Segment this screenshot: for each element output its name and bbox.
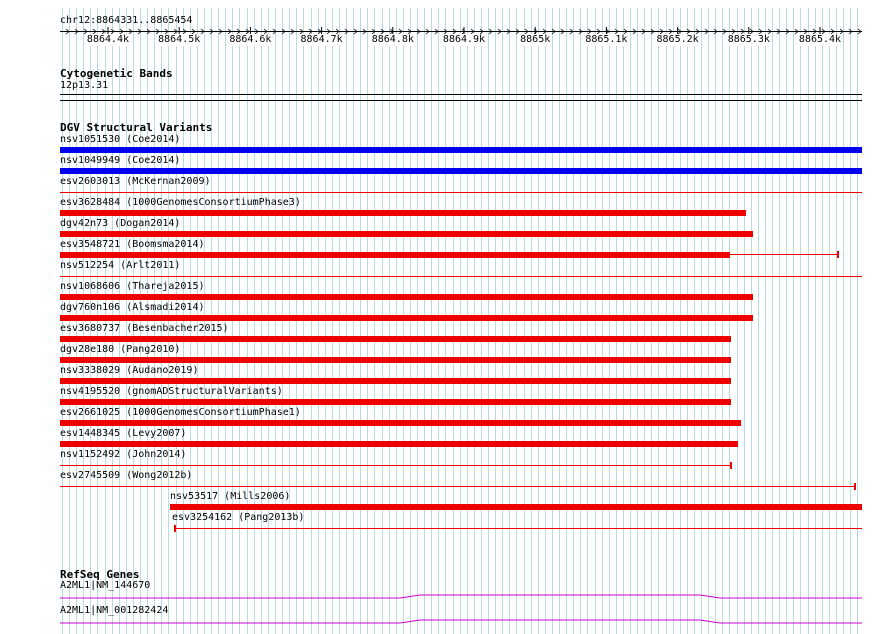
- dgv-variant-label[interactable]: esv3628484 (1000GenomesConsortiumPhase3): [60, 197, 301, 208]
- dgv-variant-label[interactable]: dgv28e180 (Pang2010): [60, 344, 181, 355]
- dgv-variant-label[interactable]: esv3548721 (Boomsma2014): [60, 239, 205, 250]
- dgv-variant-bar[interactable]: [60, 378, 731, 384]
- cytoband-line-bottom: [60, 100, 862, 101]
- ruler-tick-label: 8865.3k: [727, 34, 770, 45]
- ruler-tick-label: 8864.8k: [371, 34, 414, 45]
- dgv-variant-cap: [174, 525, 176, 532]
- dgv-variant-label[interactable]: esv2603013 (McKernan2009): [60, 176, 211, 187]
- ruler-tick-label: 8864.5k: [158, 34, 201, 45]
- refseq-gene-label[interactable]: A2ML1|NM_001282424: [60, 605, 169, 616]
- dgv-variant-bar[interactable]: [60, 210, 746, 216]
- ruler-tick-label: 8864.7k: [300, 34, 343, 45]
- dgv-variant-bar[interactable]: [174, 528, 862, 529]
- dgv-variant-bar[interactable]: [60, 231, 753, 237]
- dgv-variant-cap: [837, 251, 839, 258]
- dgv-variant-label[interactable]: nsv1051530 (Coe2014): [60, 134, 181, 145]
- ruler-tick-label: 8865.1k: [585, 34, 628, 45]
- refseq-track-title[interactable]: RefSeq Genes: [60, 568, 140, 581]
- dgv-variant-bar[interactable]: [60, 336, 731, 342]
- dgv-variant-bar[interactable]: [60, 357, 731, 363]
- ruler-tick-label: 8864.4k: [86, 34, 130, 45]
- dgv-variant-label[interactable]: nsv4195520 (gnomADStructuralVariants): [60, 386, 283, 397]
- cytoband-label[interactable]: 12p13.31: [60, 80, 109, 91]
- ruler-tick-label: 8864.9k: [442, 34, 486, 45]
- ruler-tick-label: 8865k: [520, 34, 551, 45]
- dgv-variant-label[interactable]: nsv1068606 (Thareja2015): [60, 281, 205, 292]
- dgv-variant-bar-blue[interactable]: [60, 147, 862, 153]
- dgv-variant-bar[interactable]: [60, 465, 731, 466]
- dgv-variant-label[interactable]: dgv760n106 (Alsmadi2014): [60, 302, 205, 313]
- dgv-variant-label[interactable]: nsv1049949 (Coe2014): [60, 155, 181, 166]
- ruler-tick-label: 8864.6k: [229, 34, 272, 45]
- dgv-variant-bar[interactable]: [60, 420, 741, 426]
- dgv-variant-bar[interactable]: [60, 441, 738, 447]
- dgv-variant-label[interactable]: esv1448345 (Levy2007): [60, 428, 187, 439]
- dgv-track-title[interactable]: DGV Structural Variants: [60, 121, 213, 134]
- dgv-variant-label[interactable]: nsv1152492 (John2014): [60, 449, 187, 460]
- refseq-gene-label[interactable]: A2ML1|NM_144670: [60, 580, 151, 591]
- dgv-variant-bar[interactable]: [60, 294, 753, 300]
- dgv-variant-bar-blue[interactable]: [60, 168, 862, 174]
- dgv-variant-bar[interactable]: [170, 504, 862, 510]
- dgv-variant-label[interactable]: esv3254162 (Pang2013b): [172, 512, 305, 523]
- dgv-variant-bar[interactable]: [60, 252, 730, 258]
- cytoband-line-top: [60, 94, 862, 95]
- dgv-variant-bar[interactable]: [60, 315, 753, 321]
- dgv-variant-bar[interactable]: [60, 192, 862, 193]
- dgv-variant-label[interactable]: dgv42n73 (Dogan2014): [60, 218, 181, 229]
- dgv-variant-bar[interactable]: [60, 276, 862, 277]
- cytoband-track-title[interactable]: Cytogenetic Bands: [60, 67, 173, 80]
- dgv-variant-label[interactable]: esv2745509 (Wong2012b): [60, 470, 193, 481]
- dgv-variant-bar[interactable]: [60, 399, 731, 405]
- dgv-variant-label[interactable]: nsv512254 (Arlt2011): [60, 260, 181, 271]
- ruler-tick-label: 8865.2k: [656, 34, 699, 45]
- dgv-variant-bar[interactable]: [60, 486, 855, 487]
- ruler-coordinates: chr12:8864331..8865454: [60, 15, 193, 26]
- dgv-variant-cap: [854, 483, 856, 490]
- dgv-variant-extension[interactable]: [730, 254, 838, 255]
- dgv-variant-label[interactable]: nsv53517 (Mills2006): [170, 491, 291, 502]
- dgv-variant-label[interactable]: esv2661025 (1000GenomesConsortiumPhase1): [60, 407, 301, 418]
- dgv-variant-label[interactable]: nsv3338029 (Audano2019): [60, 365, 199, 376]
- dgv-variant-cap: [730, 462, 732, 469]
- dgv-variant-label[interactable]: esv3680737 (Besenbacher2015): [60, 323, 229, 334]
- ruler-tick-label: 8865.4k: [798, 34, 842, 45]
